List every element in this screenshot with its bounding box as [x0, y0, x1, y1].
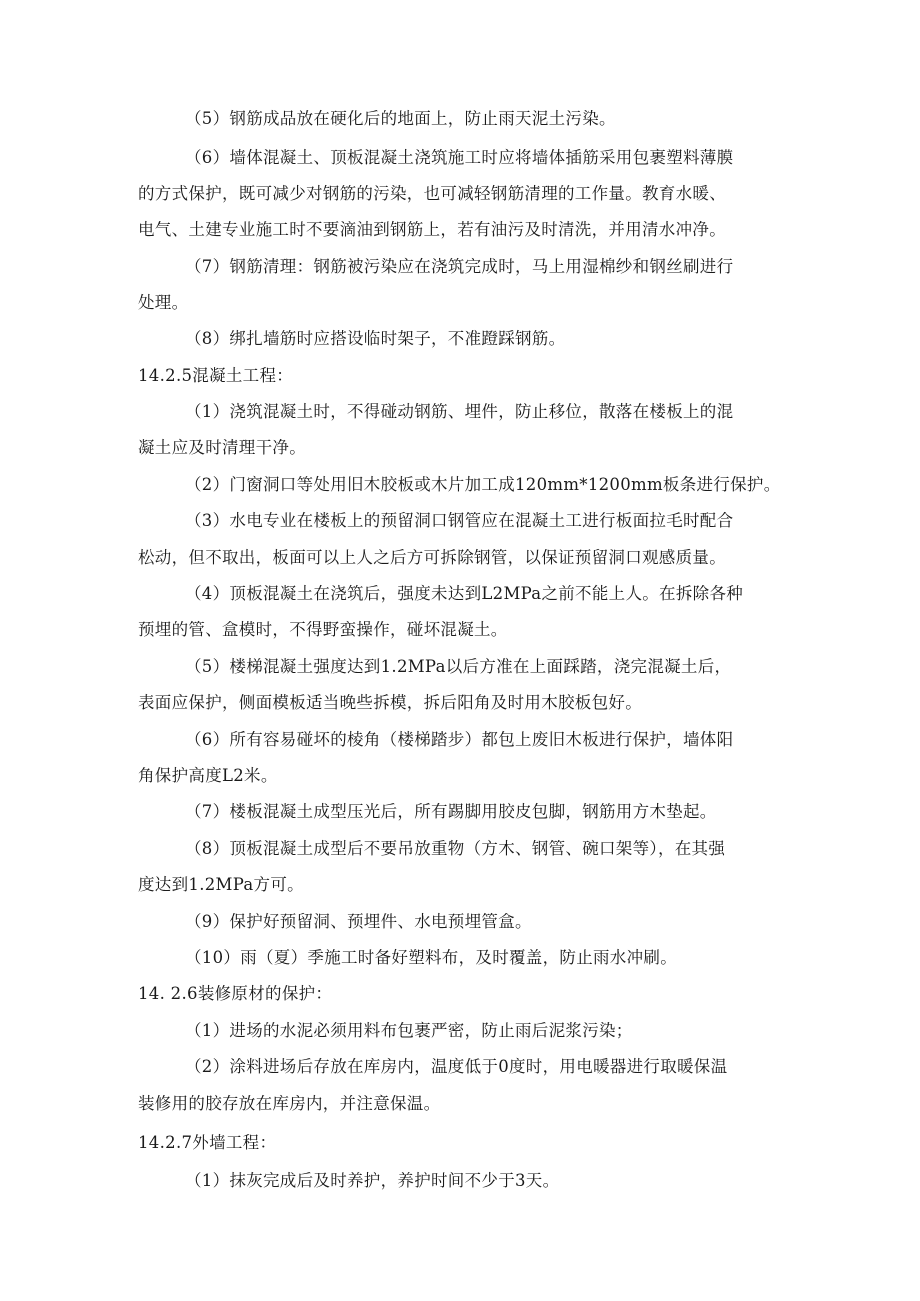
- paragraph-line: （1）进场的水泥必须用料布包裹严密，防止雨后泥浆污染；: [185, 1021, 633, 1040]
- paragraph-line: （6）所有容易碰坏的棱角（楼梯踏步）都包上废旧木板进行保护，墙体阳: [185, 730, 734, 749]
- paragraph-line: （1）浇筑混凝土时，不得碰动钢筋、埋件，防止移位，散落在楼板上的混: [185, 402, 734, 421]
- paragraph-line: （8）绑扎墙筋时应搭设临时架子，不准蹬踩钢筋。: [185, 329, 566, 348]
- paragraph-line: 的方式保护，既可减少对钢筋的污染，也可减轻钢筋清理的工作量。教育水暖、: [138, 184, 726, 203]
- paragraph-line: 松动，但不取出，板面可以上人之后方可拆除钢管，以保证预留洞口观感质量。: [138, 548, 726, 567]
- paragraph-line: （5）钢筋成品放在硬化后的地面上，防止雨天泥土污染。: [185, 109, 616, 128]
- paragraph-line: （7）钢筋清理：钢筋被污染应在浇筑完成时，马上用湿棉纱和钢丝刷进行: [185, 257, 734, 276]
- section-heading: 14. 2.6装修原材的保护：: [138, 984, 333, 1003]
- paragraph-line: （7）楼板混凝土成型压光后，所有踢脚用胶皮包脚，钢筋用方木垫起。: [185, 802, 717, 821]
- paragraph-line: （3）水电专业在楼板上的预留洞口钢管应在混凝土工进行板面拉毛时配合: [185, 511, 734, 530]
- paragraph-line: （4）顶板混凝土在浇筑后，强度未达到L2MPa之前不能上人。在拆除各种: [185, 584, 744, 603]
- paragraph-line: （10）雨（夏）季施工时备好塑料布，及时覆盖，防止雨水冲刷。: [185, 948, 677, 967]
- paragraph-line: 处理。: [138, 293, 189, 312]
- paragraph-line: （6）墙体混凝土、顶板混凝土浇筑施工时应将墙体插筋采用包裹塑料薄膜: [185, 148, 734, 167]
- paragraph-line: （8）顶板混凝土成型后不要吊放重物（方木、钢管、碗口架等），在其强: [185, 839, 726, 858]
- paragraph-line: （1）抹灰完成后及时养护，养护时间不少于3天。: [185, 1171, 560, 1190]
- paragraph-line: 表面应保护，侧面模板适当晚些拆模，拆后阳角及时用木胶板包好。: [138, 693, 642, 712]
- paragraph-line: 角保护高度L2米。: [138, 766, 278, 785]
- paragraph-line: （9）保护好预留洞、预埋件、水电预埋管盒。: [185, 912, 532, 931]
- paragraph-line: 度达到1.2MPa方可。: [138, 875, 304, 894]
- paragraph-line: 电气、土建专业施工时不要滴油到钢筋上，若有油污及时清洗，并用清水冲净。: [138, 220, 726, 239]
- paragraph-line: 凝土应及时清理干净。: [138, 438, 306, 457]
- paragraph-line: （2）门窗洞口等处用旧木胶板或木片加工成120mm*1200mm板条进行保护。: [185, 475, 781, 494]
- paragraph-line: 装修用的胶存放在库房内，并注意保温。: [138, 1094, 441, 1113]
- paragraph-line: （2）涂料进场后存放在库房内，温度低于0度时，用电暖器进行取暖保温: [185, 1057, 728, 1076]
- section-heading: 14.2.7外墙工程：: [138, 1133, 277, 1152]
- section-heading: 14.2.5混凝土工程：: [138, 366, 294, 385]
- paragraph-line: 预埋的管、盒模时，不得野蛮操作，碰坏混凝土。: [138, 620, 508, 639]
- paragraph-line: （5）楼梯混凝土强度达到1.2MPa以后方准在上面踩踏，浇完混凝土后，: [185, 657, 732, 676]
